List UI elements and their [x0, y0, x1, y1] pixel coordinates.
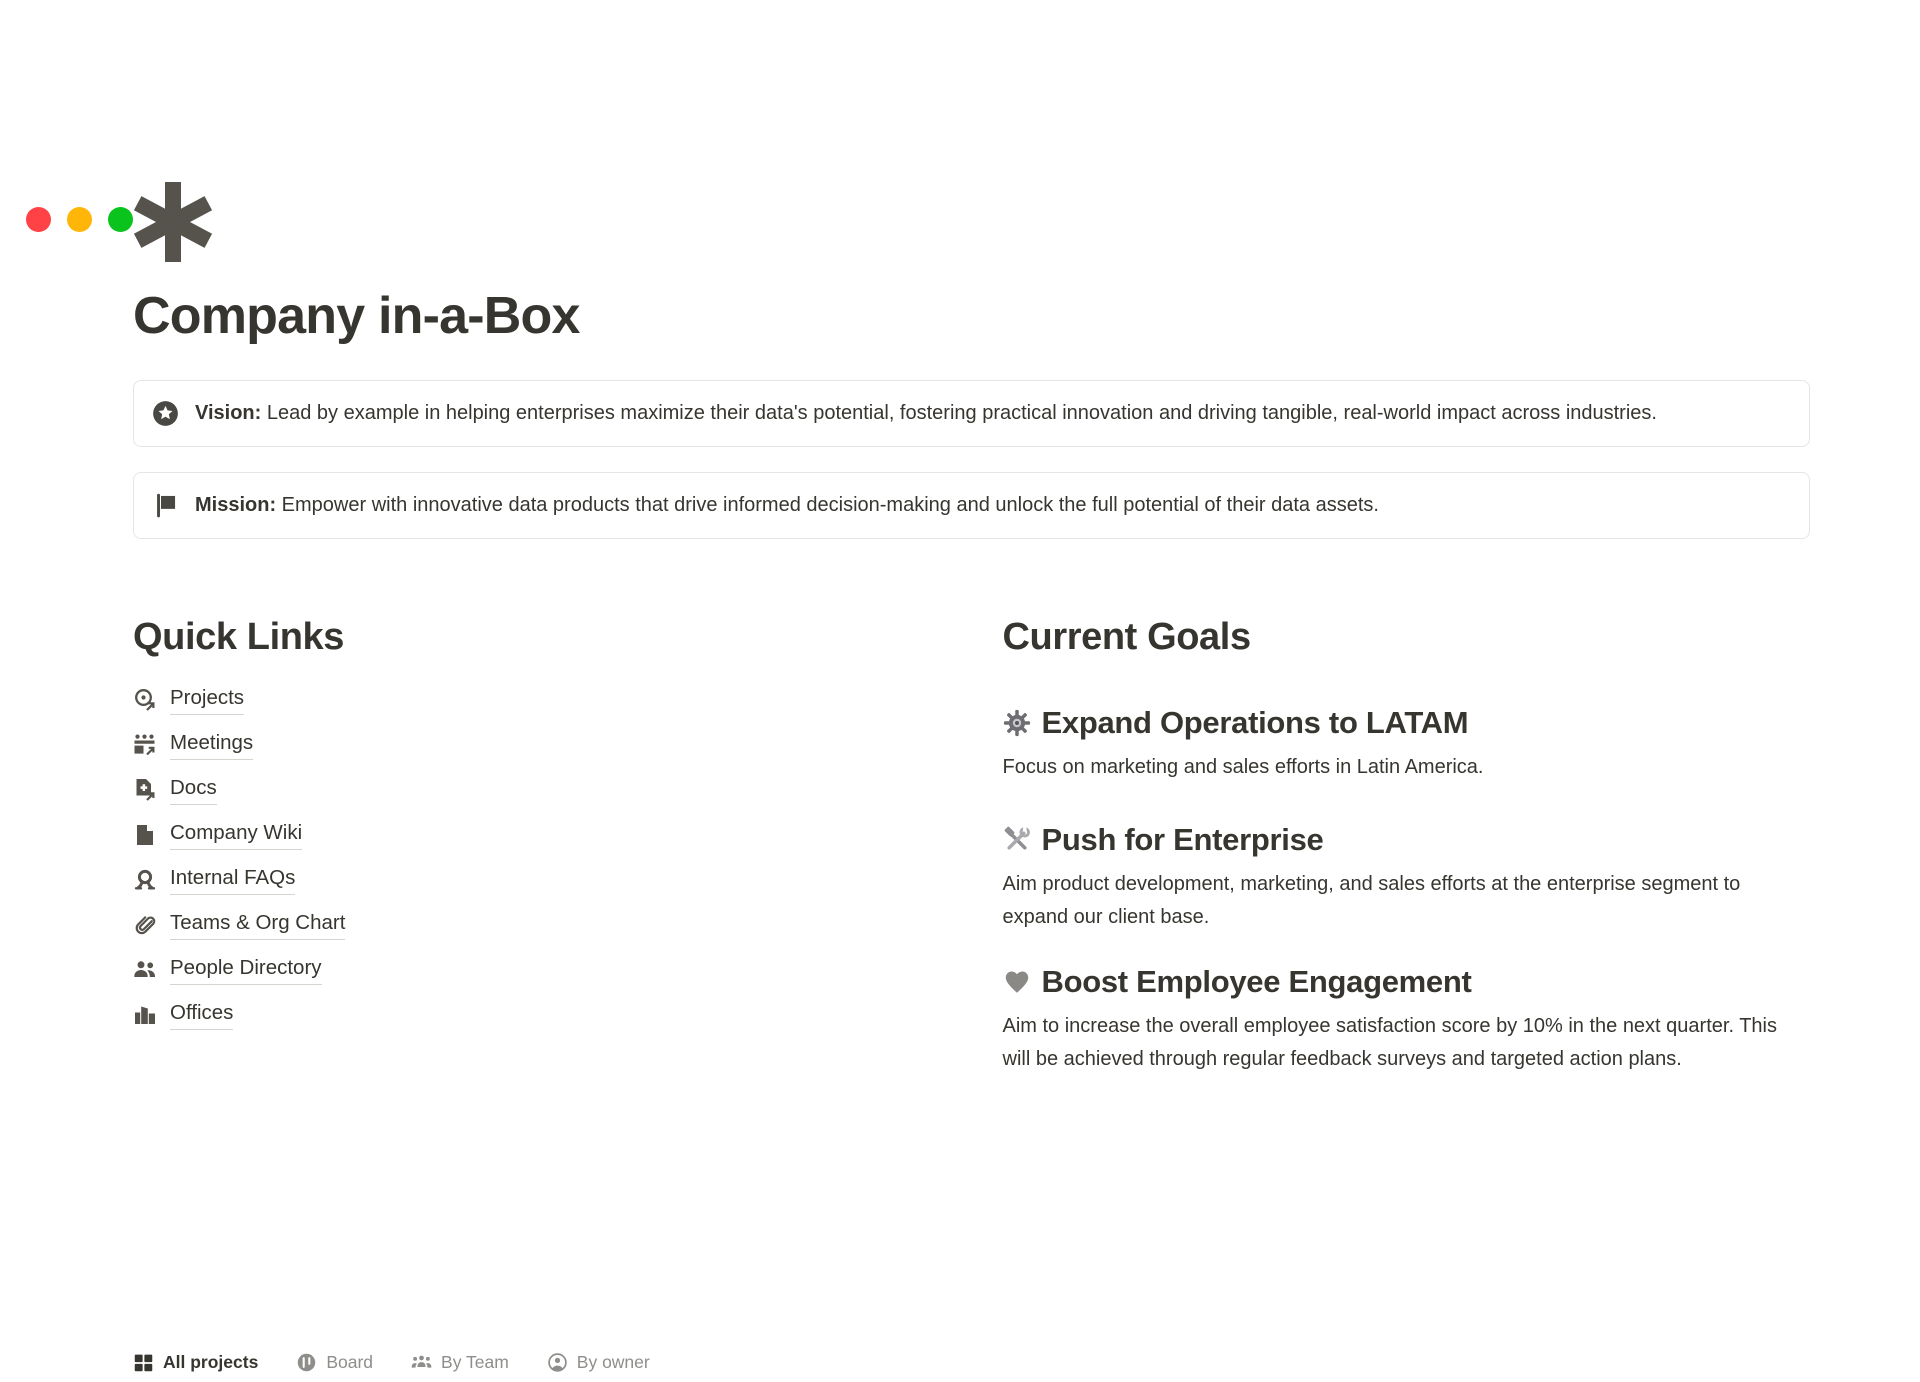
quick-links-section: [133, 615, 941, 1076]
mission-label: Mission:: [195, 494, 277, 516]
tab-label: By owner: [576, 1352, 650, 1372]
tab-label: All projects: [163, 1352, 259, 1372]
quick-link-label: People Directory: [170, 955, 322, 985]
vision-callout[interactable]: [133, 380, 1810, 447]
tab-all-projects[interactable]: [133, 1352, 258, 1373]
goal-description: Aim to increase the overall employee satisfaction score by 10% in the next quarter. This will be achieved through regular feedback surveys and targeted action plans.: [1002, 1015, 1777, 1070]
quick-link-label: Internal FAQs: [170, 865, 295, 895]
quick-link-internal-faqs[interactable]: [133, 857, 941, 902]
quick-link-offices[interactable]: [133, 992, 941, 1037]
goal-title-row: [1003, 964, 1811, 1000]
paperclip-icon: [133, 913, 157, 937]
page-title: Company in-a-Box: [133, 287, 580, 345]
quick-link-label: Meetings: [170, 730, 253, 760]
current-goals-section: [1003, 615, 1811, 1076]
target-arrow-icon: [133, 688, 157, 712]
mission-callout[interactable]: [133, 472, 1810, 539]
zoom-window-button[interactable]: [108, 207, 133, 232]
vision-text: [195, 397, 1657, 430]
team-icon: [411, 1352, 432, 1373]
quick-link-company-wiki[interactable]: [133, 812, 941, 857]
doc-arrow-icon: [133, 778, 157, 802]
hammer-wrench-icon: [1003, 826, 1031, 854]
owner-circle-icon: [547, 1352, 568, 1373]
gear-icon: [1003, 709, 1031, 737]
gray-heart-icon: [1003, 968, 1031, 996]
window-controls: [26, 207, 133, 232]
tab-label: Board: [326, 1352, 374, 1372]
tab-label: By Team: [441, 1352, 509, 1372]
star-badge-icon: [152, 400, 179, 427]
quick-link-label: Docs: [170, 775, 217, 805]
quick-link-people-directory[interactable]: [133, 947, 941, 992]
tab-by-owner[interactable]: [547, 1352, 650, 1373]
tab-by-team[interactable]: [411, 1352, 509, 1373]
meeting-table-arrow-icon: [133, 733, 157, 757]
quick-link-label: Teams & Org Chart: [170, 910, 345, 940]
quick-link-label: Company Wiki: [170, 820, 302, 850]
quick-links-list: [133, 677, 941, 1037]
quick-link-projects[interactable]: [133, 677, 941, 722]
page-content: [133, 182, 1810, 1076]
goal-boost-engagement: [1003, 964, 1811, 1076]
goal-description: Focus on marketing and sales efforts in Latin America.: [1002, 756, 1484, 778]
close-window-button[interactable]: [26, 207, 51, 232]
view-tabs: [133, 1352, 650, 1373]
goal-title-row: [1003, 822, 1811, 858]
flag-icon: [152, 492, 179, 519]
tab-board[interactable]: [296, 1352, 373, 1373]
goal-expand-latam: [1003, 705, 1811, 784]
goal-title: Expand Operations to LATAM: [1041, 705, 1469, 740]
buildings-icon: [133, 1003, 157, 1027]
current-goals-heading: Current Goals: [1002, 616, 1251, 658]
vision-body: Lead by example in helping enterprises maximize their data's potential, fostering practical innovation and driving tangible, real-world impact across industries.: [261, 402, 1657, 424]
quick-link-meetings[interactable]: [133, 722, 941, 767]
goal-push-enterprise: [1003, 822, 1811, 934]
quick-link-teams-org-chart[interactable]: [133, 902, 941, 947]
two-column-layout: [133, 615, 1810, 1076]
goal-description: Aim product development, marketing, and sales efforts at the enterprise segment to expand our client base.: [1002, 873, 1741, 928]
grid-icon: [133, 1352, 154, 1373]
quick-links-heading: Quick Links: [133, 616, 345, 658]
mission-body: Empower with innovative data products that drive informed decision-making and unlock the full potential of their data assets.: [276, 494, 1379, 516]
people-icon: [133, 958, 157, 982]
board-circle-icon: [296, 1352, 317, 1373]
goal-title-row: [1003, 705, 1811, 741]
minimize-window-button[interactable]: [67, 207, 92, 232]
quick-link-label: Projects: [170, 685, 244, 715]
goal-title: Push for Enterprise: [1041, 822, 1324, 857]
mission-text: [195, 489, 1379, 522]
person-question-icon: [133, 868, 157, 892]
page-icon: [133, 823, 157, 847]
goal-title: Boost Employee Engagement: [1041, 964, 1472, 999]
asterisk-icon[interactable]: [133, 182, 213, 262]
quick-link-docs[interactable]: [133, 767, 941, 812]
vision-label: Vision:: [195, 402, 262, 424]
quick-link-label: Offices: [170, 1000, 233, 1030]
